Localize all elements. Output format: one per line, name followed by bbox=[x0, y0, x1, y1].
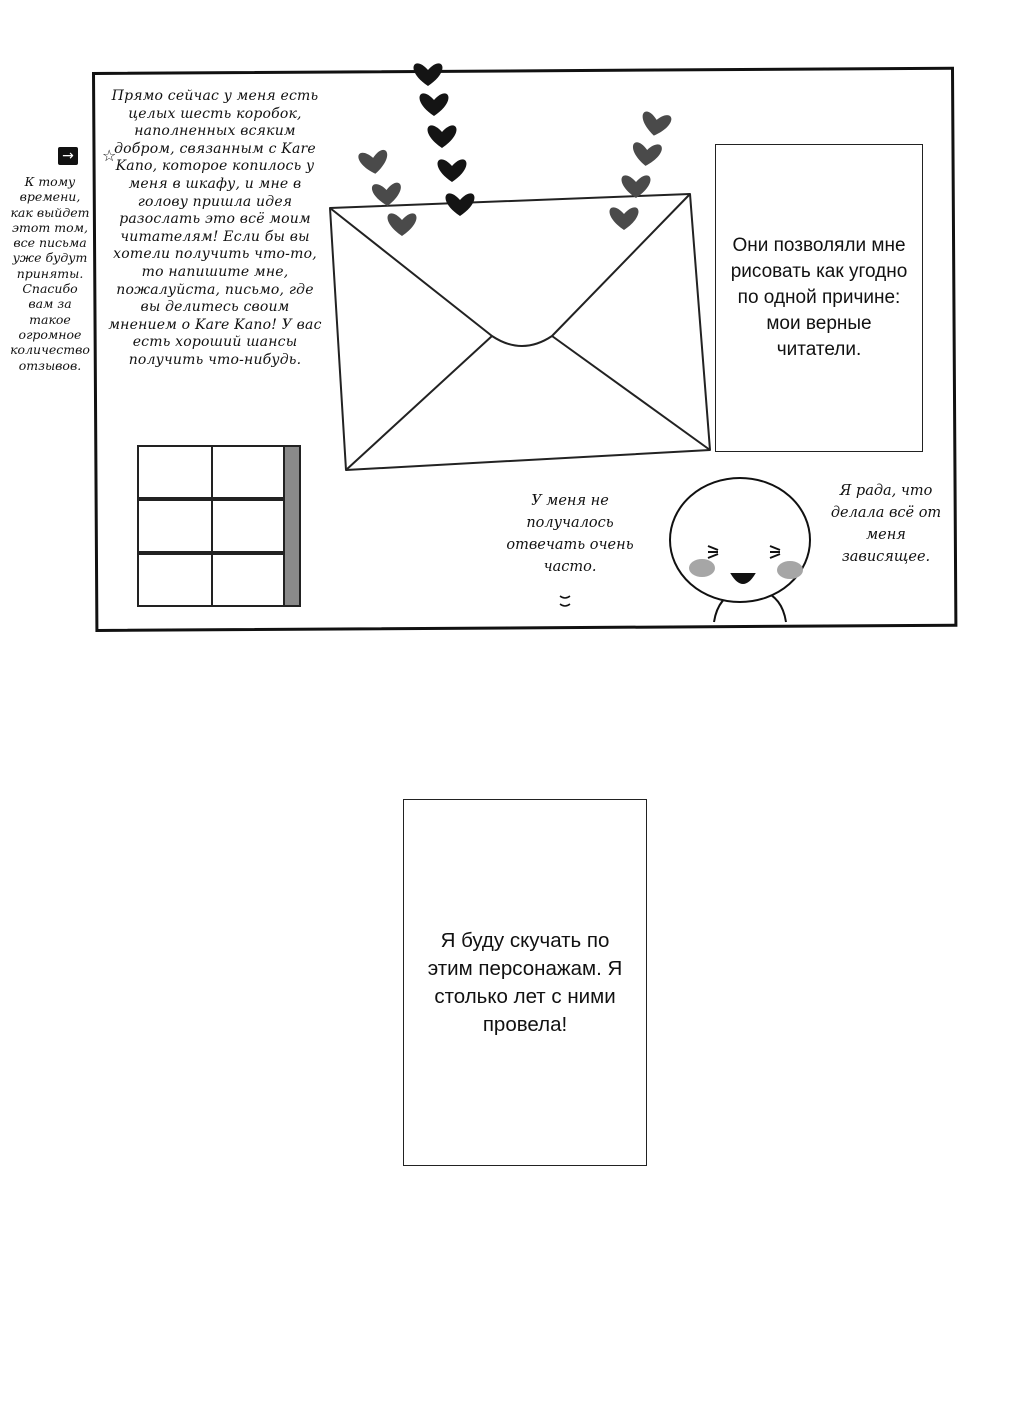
glad-speech-text: Я рада, что делала всё от меня зависящее. bbox=[830, 483, 942, 565]
side-note-text: К тому времени, как выйдет этот том, все письма уже будут приняты. Спасибо вам за такое огромное количество отзывов. bbox=[10, 174, 90, 373]
smiling-character-drawing bbox=[670, 478, 810, 622]
arrow-right-icon: → bbox=[58, 147, 78, 165]
bottom-text-box bbox=[403, 799, 647, 1166]
star-icon: ☆ bbox=[102, 146, 117, 165]
intro-paragraph: Прямо сейчас у меня есть целых шесть коробок, наполненных всяким добром, связанным с Kare Kano, которое копилось у меня в шкафу, и мне в голову пришла идея разослать это всё моим читателям! Если бы вы хотели получить что-то, то напишите мне, пожалуйста, письмо, где вы делитесь своим мнением о Kare Kano! У вас есть хороший шансы получить что-нибудь. bbox=[108, 88, 322, 368]
reply-speech-text: У меня не получалось отвечать очень часто. bbox=[506, 493, 634, 575]
readers-box-text: Они позволяли мне рисовать как угодно по одной причине: мои верные читатели. bbox=[730, 235, 908, 360]
envelope-drawing bbox=[330, 194, 710, 470]
stacked-boxes-drawing bbox=[138, 446, 300, 606]
readers-text-box bbox=[715, 144, 923, 452]
bottom-box-text: Я буду скучать по этим персонажам. Я столько лет с ними провела! bbox=[427, 928, 623, 1036]
trailing-marks bbox=[560, 596, 570, 606]
hearts-black bbox=[414, 63, 475, 216]
